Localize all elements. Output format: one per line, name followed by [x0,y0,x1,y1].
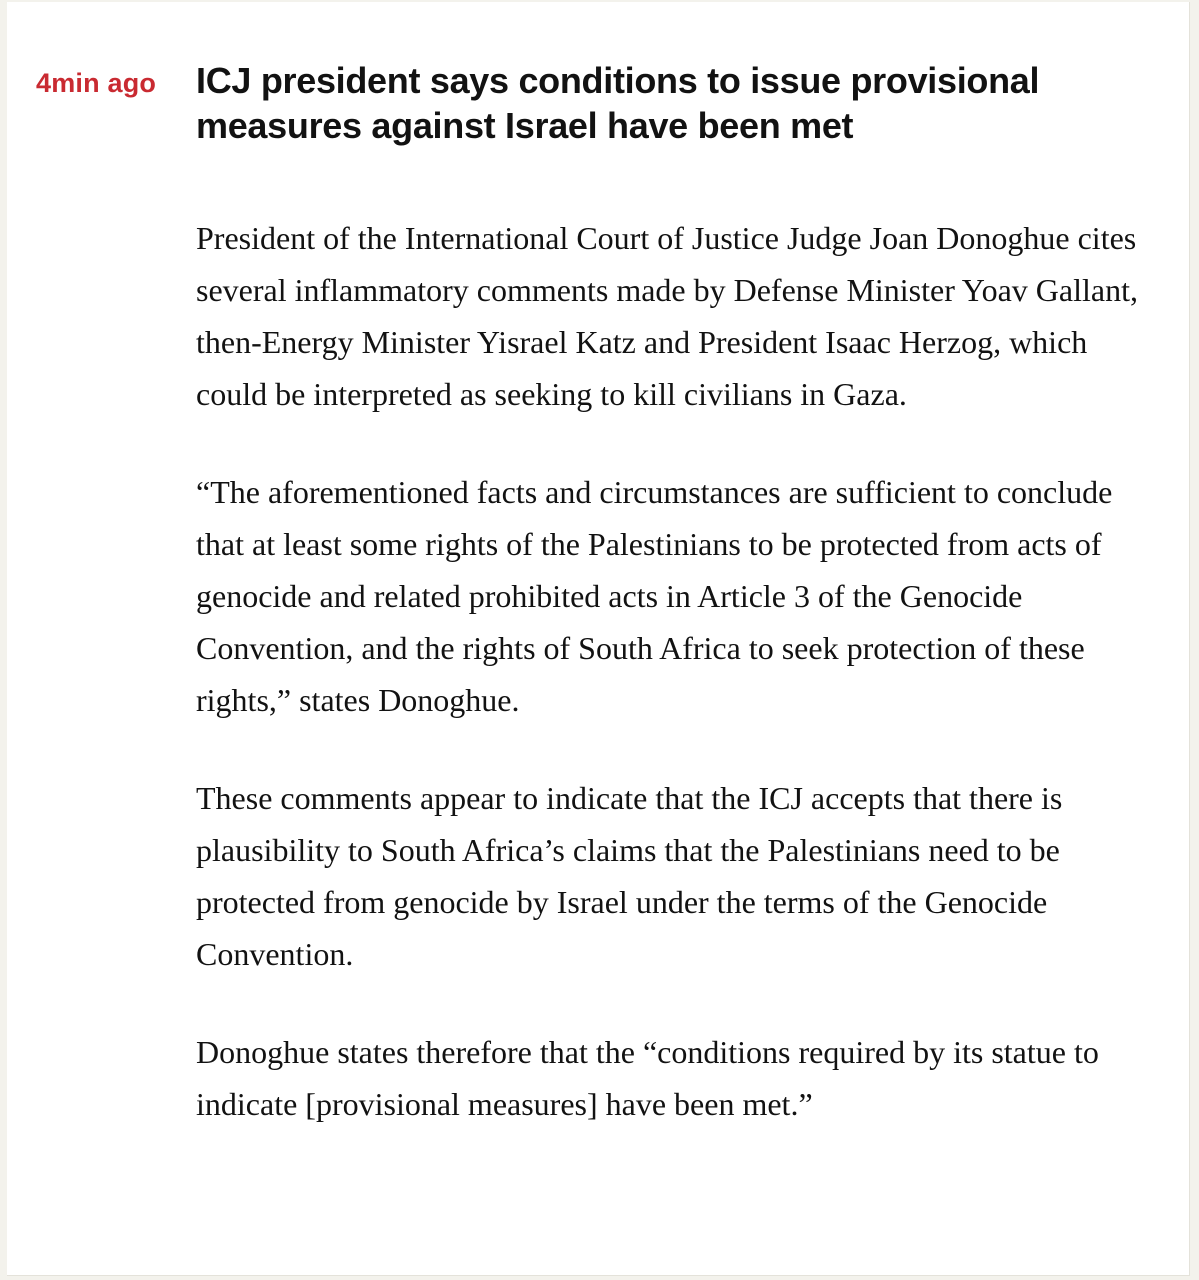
post-paragraph: These comments appear to indicate that the ICJ accepts that there is plausibility to South Africa’s claims that the Palestinians need to be protected from genocide by Israel under the terms of the Genocide Convention. [196,780,1063,972]
post-content-column [196,58,1145,1176]
liveblog-post-card [7,2,1190,1276]
post-paragraph: “The aforementioned facts and circumstances are sufficient to conclude that at least some rights of the Palestinians to be protected from acts of genocide and related prohibited acts in Article 3 of the Genocide Convention, and the rights of South Africa to seek protection of these rights,” states Donoghue. [196,474,1113,718]
post-body [196,212,1145,1130]
post-title: ICJ president says conditions to issue provisional measures against Israel have been met [196,60,1040,146]
post-meta-column [36,58,196,98]
post-paragraph: Donoghue states therefore that the “conditions required by its statue to indicate [provisional measures] have been met.” [196,1034,1099,1122]
post-timestamp[interactable]: 4min ago [36,68,157,98]
liveblog-post [7,2,1189,1176]
post-paragraph: President of the International Court of Justice Judge Joan Donoghue cites several inflammatory comments made by Defense Minister Yoav Gallant, then-Energy Minister Yisrael Katz and President Isaac Herzog, which could be interpreted as seeking to kill civilians in Gaza. [196,220,1138,412]
